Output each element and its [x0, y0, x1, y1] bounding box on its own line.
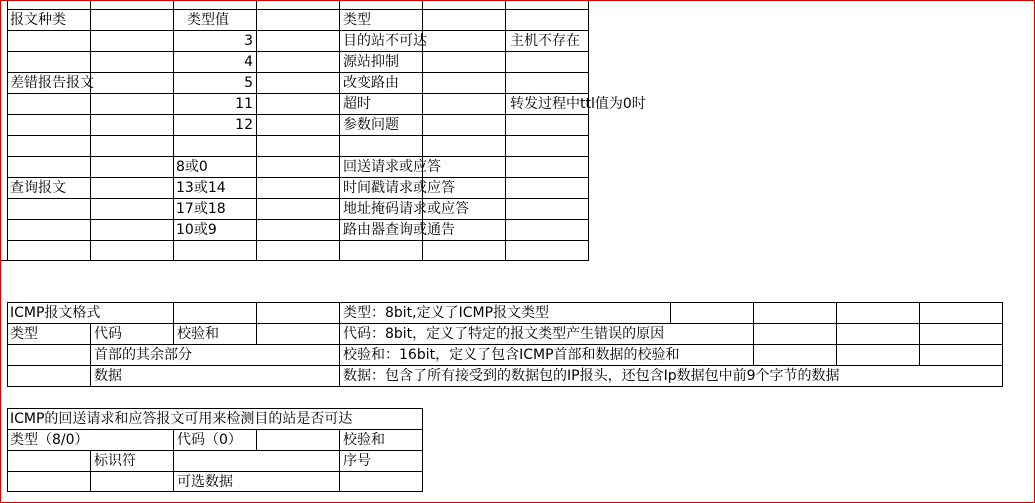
- query-value: 8或0: [176, 159, 208, 175]
- echo-seq-label: 序号: [343, 453, 371, 469]
- header-value: 类型值: [187, 12, 229, 28]
- format-type-label: 类型: [10, 326, 38, 342]
- echo-title: ICMP的回送请求和应答报文可用来检测目的站是否可达: [10, 411, 353, 427]
- query-value: 13或14: [176, 180, 226, 196]
- echo-type-label: 类型（8/0）: [10, 432, 89, 448]
- error-report-label: 差错报告报文: [10, 75, 94, 91]
- format-title: ICMP报文格式: [10, 305, 101, 321]
- row-type: 参数问题: [343, 117, 399, 133]
- format-data-label: 数据: [94, 368, 122, 384]
- echo-id-label: 标识符: [94, 453, 136, 469]
- format-note: 校验和：16bit，定义了包含ICMP首部和数据的校验和: [343, 347, 680, 363]
- query-type: 路由器查询或通告: [343, 222, 455, 238]
- header-type: 类型: [343, 12, 371, 28]
- row-type: 超时: [343, 96, 371, 112]
- format-checksum-label: 校验和: [177, 326, 219, 342]
- row-type: 源站抑制: [343, 54, 399, 70]
- row-value: 12: [235, 117, 253, 133]
- format-code-label: 代码: [94, 326, 122, 342]
- query-value: 17或18: [176, 201, 226, 217]
- row-value: 11: [235, 96, 253, 112]
- row-value: 3: [244, 33, 253, 49]
- row-type: 目的站不可达: [343, 33, 427, 49]
- format-rest-label: 首部的其余部分: [94, 347, 192, 363]
- row-value: 4: [244, 54, 253, 70]
- echo-checksum-label: 校验和: [343, 432, 385, 448]
- row-note: 转发过程中ttl值为0时: [510, 96, 646, 112]
- format-note: 数据：包含了所有接受到的数据包的IP报头，还包含Ip数据包中前9个字节的数据: [343, 368, 840, 384]
- header-kind: 报文种类: [10, 12, 66, 28]
- query-type: 地址掩码请求或应答: [343, 201, 469, 217]
- query-report-label: 查询报文: [10, 180, 66, 196]
- query-type: 回送请求或应答: [343, 159, 441, 175]
- row-note: 主机不存在: [510, 33, 580, 49]
- query-value: 10或9: [176, 222, 217, 238]
- echo-code-label: 代码（0）: [177, 432, 242, 448]
- format-note: 代码：8bit，定义了特定的报文类型产生错误的原因: [343, 326, 665, 342]
- row-value: 5: [244, 75, 253, 91]
- query-type: 时间戳请求或应答: [343, 180, 455, 196]
- row-type: 改变路由: [343, 75, 399, 91]
- echo-optional-data-label: 可选数据: [177, 474, 233, 490]
- format-note: 类型：8bit,定义了ICMP报文类型: [343, 305, 550, 321]
